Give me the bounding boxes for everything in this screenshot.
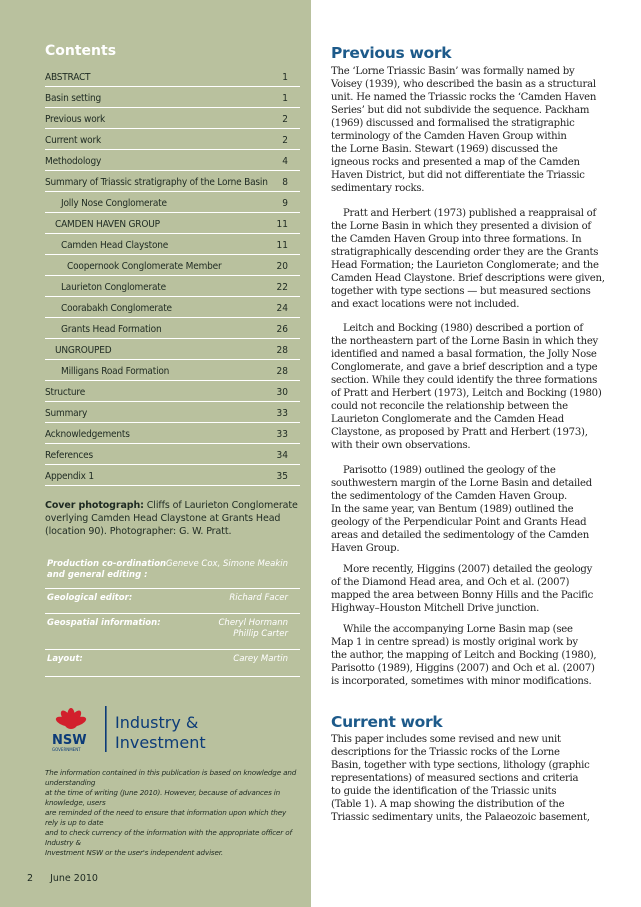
credit-name-line: Cheryl Hormann xyxy=(218,618,288,628)
body-paragraph xyxy=(331,322,619,452)
paragraph-line: terminology of the Camden Haven Group within xyxy=(331,131,567,143)
toc-label: Structure xyxy=(45,387,86,398)
paragraph-line: Haven District, but did not differentiate the Triassic xyxy=(331,170,585,182)
toc-page-number: 35 xyxy=(276,471,288,482)
toc-label: Current work xyxy=(45,135,101,146)
toc-label: ABSTRACT xyxy=(45,72,91,83)
toc-row[interactable] xyxy=(45,66,300,87)
paragraph-line: is incorporated, sometimes with minor modifications. xyxy=(331,676,592,688)
toc-row[interactable] xyxy=(45,465,300,486)
body-paragraph xyxy=(331,733,619,824)
toc-row[interactable] xyxy=(45,87,300,108)
toc-page-number: 28 xyxy=(276,366,288,377)
paragraph-line: (Table 1). A map showing the distribution of the xyxy=(331,799,565,811)
paragraph-line: Basin, together with type sections, lithology (graphic xyxy=(331,760,590,772)
paragraph-line: Laurieton Conglomerate and the Camden Head xyxy=(331,414,564,426)
paragraph-line: (1969) discussed and formalised the stratigraphic xyxy=(331,118,575,130)
credit-role-line: Geospatial information: xyxy=(47,618,161,628)
toc-label: Laurieton Conglomerate xyxy=(61,282,166,293)
body-paragraph xyxy=(331,207,619,311)
cover-photo-text-1: Cliffs of Laurieton Conglomerate xyxy=(146,500,298,511)
toc-label: Summary of Triassic stratigraphy of the Lorne Basin xyxy=(45,177,268,188)
paragraph-line: stratigraphically descending order they are the Grants xyxy=(331,247,599,259)
paragraph-line: and exact locations were not included. xyxy=(331,299,520,311)
disclaimer-line: The information contained in this publication is based on knowledge and understanding xyxy=(45,768,297,787)
credit-name xyxy=(233,654,288,665)
credit-name xyxy=(229,593,288,604)
paragraph-line: unit. He named the Triassic rocks the ‘Camden Haven xyxy=(331,92,597,104)
toc-label: Camden Head Claystone xyxy=(61,240,169,251)
paragraph-line: together with type sections — but measured sections xyxy=(331,286,591,298)
toc-label: Methodology xyxy=(45,156,102,167)
toc-label: Milligans Road Formation xyxy=(61,366,170,377)
paragraph-line: the author, the mapping of Leitch and Bocking (1980), xyxy=(331,650,597,662)
current-work-heading: Current work xyxy=(331,713,443,731)
toc-row[interactable] xyxy=(45,150,300,171)
credit-name-line: Phillip Carter xyxy=(233,629,288,639)
toc-row[interactable] xyxy=(45,213,300,234)
paragraph-line: Head Formation; the Laurieton Conglomerate; and the xyxy=(331,260,599,272)
toc-page-number: 4 xyxy=(282,156,288,167)
logo-investment-text: Investment xyxy=(115,733,206,752)
body-paragraph xyxy=(331,65,619,195)
footer-page-number: 2 xyxy=(27,873,34,884)
paragraph-line: with their own observations. xyxy=(331,440,471,452)
credit-row xyxy=(45,555,300,589)
contents-title: Contents xyxy=(45,43,117,59)
toc-row[interactable] xyxy=(45,192,300,213)
toc-label: Acknowledgements xyxy=(45,429,130,440)
toc-page-number: 8 xyxy=(282,177,288,188)
toc-row[interactable] xyxy=(45,171,300,192)
paragraph-line: Haven Group. xyxy=(331,543,400,555)
toc-page-number: 2 xyxy=(282,114,288,125)
toc-row[interactable] xyxy=(45,108,300,129)
footer-date: June 2010 xyxy=(50,873,98,884)
toc-row[interactable] xyxy=(45,423,300,444)
toc-page-number: 28 xyxy=(276,345,288,356)
paragraph-line: Voisey (1939), who described the basin as a structural xyxy=(331,79,596,91)
body-paragraph xyxy=(331,623,619,688)
body-paragraph xyxy=(331,563,619,615)
cover-photo-text-3: (location 90). Photographer: G. W. Pratt. xyxy=(45,526,232,537)
toc-label: Previous work xyxy=(45,114,106,125)
toc-row[interactable] xyxy=(45,297,300,318)
toc-label: UNGROUPED xyxy=(55,345,112,356)
toc-label: Coopernook Conglomerate Member xyxy=(67,261,222,272)
toc-page-number: 24 xyxy=(276,303,288,314)
production-credits xyxy=(45,555,300,677)
disclaimer-line: Investment NSW or the user's independent adviser. xyxy=(45,848,224,857)
paragraph-line: could not reconcile the relationship between the xyxy=(331,401,568,413)
paragraph-line: Leitch and Bocking (1980) described a portion of xyxy=(343,323,583,334)
paragraph-line: representations) of measured sections and criteria xyxy=(331,773,579,785)
credit-role-line: Production co-ordination xyxy=(47,559,167,569)
table-of-contents xyxy=(45,66,300,486)
disclaimer-line: are reminded of the need to ensure that information upon which they rely is up to date xyxy=(45,808,287,827)
toc-page-number: 34 xyxy=(276,450,288,461)
body-paragraph xyxy=(331,464,619,555)
paragraph-line: igneous rocks and presented a map of the Camden xyxy=(331,157,580,169)
cover-photo-text-2: overlying Camden Head Claystone at Grants Head xyxy=(45,513,281,524)
logo-government-text: GOVERNMENT xyxy=(52,747,81,752)
credit-role-line: Geological editor: xyxy=(47,593,133,603)
page-footer xyxy=(27,873,98,884)
paragraph-line: to guide the identification of the Triassic units xyxy=(331,786,557,798)
paragraph-line: Triassic sedimentary units, the Palaeozoic basement, xyxy=(331,812,590,824)
paragraph-line: the northeastern part of the Lorne Basin in which they xyxy=(331,336,599,348)
toc-row[interactable] xyxy=(45,339,300,360)
cover-photo-caption xyxy=(45,499,300,538)
credit-name xyxy=(219,618,289,640)
toc-page-number: 20 xyxy=(276,261,288,272)
paragraph-line: the Lorne Basin. Stewart (1969) discussed the xyxy=(331,144,558,156)
sidebar xyxy=(0,0,311,907)
toc-row[interactable] xyxy=(45,234,300,255)
paragraph-line: Pratt and Herbert (1973) published a reappraisal of xyxy=(343,208,596,219)
paragraph-line: Highway–Houston Mitchell Drive junction. xyxy=(331,603,540,615)
logo-nsw-text: NSW xyxy=(52,733,87,748)
paragraph-line: This paper includes some revised and new unit xyxy=(331,734,561,745)
toc-label: Grants Head Formation xyxy=(61,324,162,335)
paragraph-line: descriptions for the Triassic rocks of the Lorne xyxy=(331,747,560,759)
paragraph-line: mapped the area between Bonny Hills and the Pacific xyxy=(331,590,594,602)
paragraph-line: While the accompanying Lorne Basin map (see xyxy=(343,624,573,635)
paragraph-line: of the Diamond Head area, and Och et al. (2007) xyxy=(331,577,570,589)
toc-label: CAMDEN HAVEN GROUP xyxy=(55,219,160,230)
paragraph-line: the Lorne Basin in which they presented a division of xyxy=(331,221,591,233)
toc-row[interactable] xyxy=(45,360,300,381)
paragraph-line: geology of the Perpendicular Point and Grants Head xyxy=(331,517,587,529)
toc-row[interactable] xyxy=(45,381,300,402)
paragraph-line: sedimentary rocks. xyxy=(331,183,425,195)
credit-role xyxy=(47,618,161,629)
paragraph-line: identified and named a basal formation, the Jolly Nose xyxy=(331,349,597,361)
credit-row xyxy=(45,614,300,650)
paragraph-line: Claystone, as proposed by Pratt and Herbert (1973), xyxy=(331,427,588,439)
disclaimer xyxy=(45,768,300,858)
toc-label: Summary xyxy=(45,408,88,419)
logo-industry-text: Industry & xyxy=(115,713,199,732)
credit-row xyxy=(45,589,300,614)
toc-label: References xyxy=(45,450,93,461)
credit-role-line: and general editing : xyxy=(47,570,148,580)
toc-row[interactable] xyxy=(45,129,300,150)
credit-name xyxy=(166,559,288,570)
nsw-industry-investment-logo xyxy=(45,700,300,762)
credit-role xyxy=(47,559,166,581)
credit-row xyxy=(45,650,300,677)
paragraph-line: Map 1 in centre spread) is mostly original work by xyxy=(331,637,578,649)
toc-row[interactable] xyxy=(45,444,300,465)
toc-page-number: 1 xyxy=(282,72,288,83)
paragraph-line: the sedimentology of the Camden Haven Group. xyxy=(331,491,567,503)
nsw-waratah-logo-icon xyxy=(45,700,300,762)
toc-row[interactable] xyxy=(45,402,300,423)
toc-page-number: 11 xyxy=(276,219,288,230)
toc-page-number: 33 xyxy=(276,408,288,419)
paragraph-line: More recently, Higgins (2007) detailed the geology xyxy=(343,564,593,575)
paragraph-line: southwestern margin of the Lorne Basin and detailed xyxy=(331,478,592,490)
toc-row[interactable] xyxy=(45,276,300,297)
credit-role xyxy=(47,654,83,665)
paragraph-line: section. While they could identify the three formations xyxy=(331,375,598,387)
previous-work-heading: Previous work xyxy=(331,44,452,62)
toc-row[interactable] xyxy=(45,318,300,339)
toc-page-number: 2 xyxy=(282,135,288,146)
paragraph-line: Series’ but did not subdivide the sequence. Packham xyxy=(331,105,590,117)
paragraph-line: of Pratt and Herbert (1973), Leitch and Bocking (1980) xyxy=(331,388,602,400)
credit-role-line: Layout: xyxy=(47,654,83,664)
toc-label: Appendix 1 xyxy=(45,471,94,482)
paragraph-line: Parisotto (1989), Higgins (2007) and Och et al. (2007) xyxy=(331,663,595,675)
credit-name-line: Richard Facer xyxy=(229,593,288,603)
paragraph-line: The ‘Lorne Triassic Basin’ was formally named by xyxy=(331,66,575,77)
toc-label: Basin setting xyxy=(45,93,102,104)
toc-page-number: 9 xyxy=(282,198,288,209)
toc-page-number: 30 xyxy=(276,387,288,398)
toc-page-number: 33 xyxy=(276,429,288,440)
paragraph-line: areas and detailed the sedimentology of the Camden xyxy=(331,530,589,542)
credit-role xyxy=(47,593,132,604)
toc-label: Jolly Nose Conglomerate xyxy=(61,198,167,209)
paragraph-line: Parisotto (1989) outlined the geology of the xyxy=(343,465,556,476)
toc-page-number: 1 xyxy=(282,93,288,104)
toc-page-number: 26 xyxy=(276,324,288,335)
disclaimer-line: and to check currency of the information with the appropriate officer of Industry & xyxy=(45,828,292,847)
credit-name-line: Carey Martin xyxy=(233,654,288,664)
paragraph-line: the Camden Haven Group into three formations. In xyxy=(331,234,582,246)
cover-photo-label: Cover photograph: xyxy=(45,500,144,511)
credit-name-line: Geneve Cox, Simone Meakin xyxy=(166,559,288,569)
toc-row[interactable] xyxy=(45,255,300,276)
paragraph-line: Conglomerate, and gave a brief description and a type xyxy=(331,362,598,374)
paragraph-line: In the same year, van Bentum (1989) outlined the xyxy=(331,504,574,516)
toc-page-number: 22 xyxy=(276,282,288,293)
disclaimer-line: at the time of writing (June 2010). However, because of advances in knowledge, users xyxy=(45,788,281,807)
toc-page-number: 11 xyxy=(276,240,288,251)
paragraph-line: Camden Head Claystone. Brief descriptions were given, xyxy=(331,273,605,285)
toc-label: Coorabakh Conglomerate xyxy=(61,303,172,314)
